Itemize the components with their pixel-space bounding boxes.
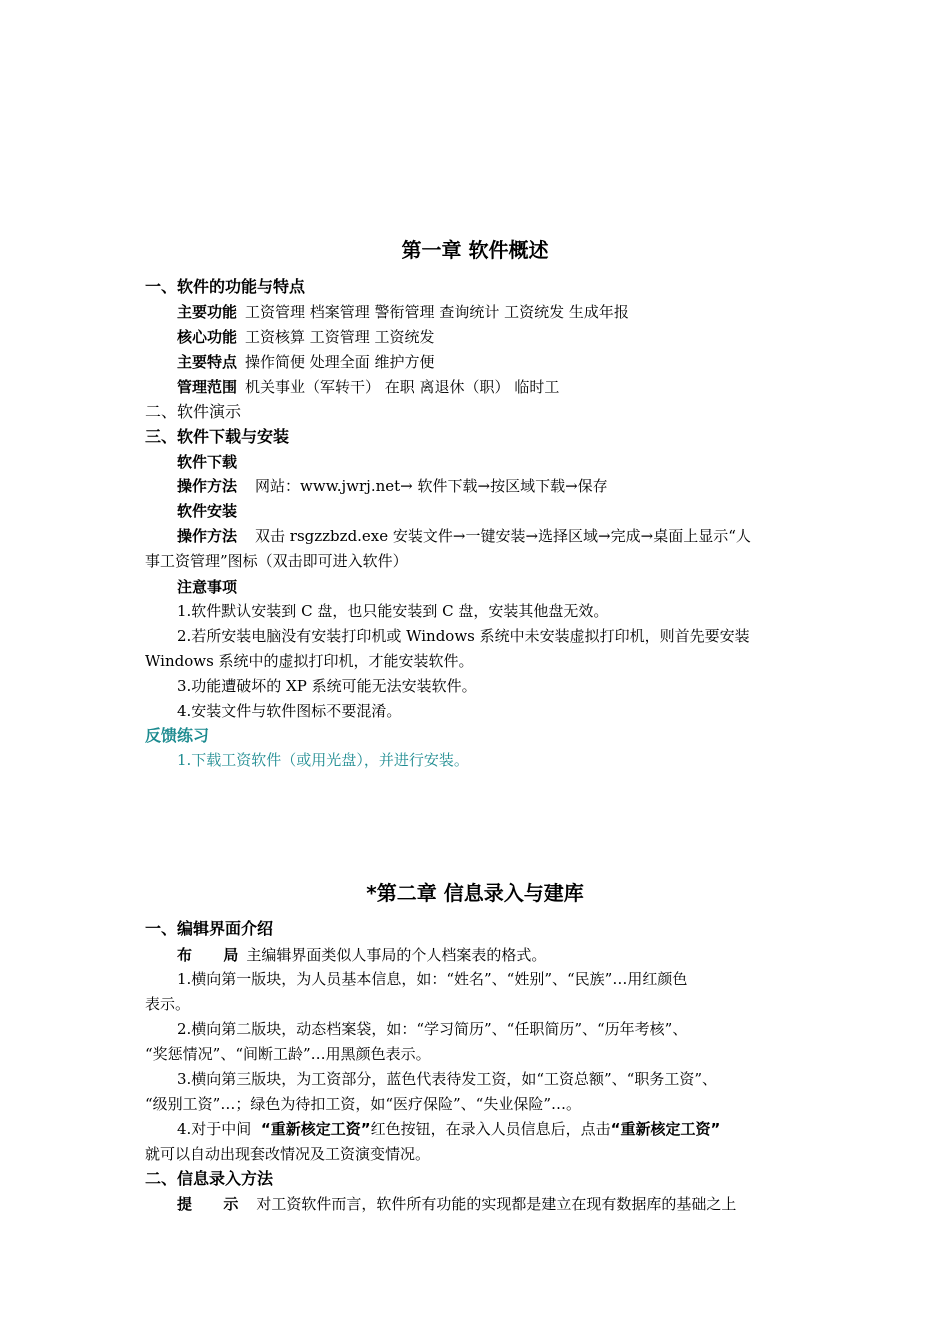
feature-row: [177, 376, 559, 398]
layout-text: 主编辑界面类似人事局的个人档案表的格式。: [246, 946, 547, 964]
recalc-salary-button-ref: “重新核定工资”: [610, 1120, 721, 1138]
method-label: 操作方法: [177, 477, 238, 495]
paragraph-cont: 就可以自动出现套改情况及工资演变情况。: [145, 1145, 431, 1163]
paragraph: 1.横向第一版块，为人员基本信息，如：“姓名”、“姓别”、“民族”…用红颜色: [177, 970, 688, 988]
section-functions-heading: 一、软件的功能与特点: [145, 277, 306, 296]
paragraph-text: 红色按钮，在录入人员信息后，点击: [370, 1120, 611, 1138]
notes-label: 注意事项: [177, 578, 238, 596]
paragraph-text: 4.对于中间: [177, 1120, 261, 1138]
download-method-row: [177, 475, 608, 497]
note-item: 2.若所安装电脑没有安装打印机或 Windows 系统中未安装虚拟打印机，则首先要安装: [177, 627, 750, 645]
feedback-item: 1.下载工资软件（或用光盘），并进行安装。: [177, 751, 469, 769]
note-item: 3.功能遭破坏的 XP 系统可能无法安装软件。: [177, 677, 477, 695]
chapter2-title: *第二章 信息录入与建库: [366, 881, 584, 905]
download-label: 软件下载: [177, 453, 238, 471]
section-install-heading: 三、软件下载与安装: [145, 427, 290, 446]
paragraph-cont: 表示。: [145, 995, 191, 1013]
layout-label: 布 局: [177, 946, 239, 964]
feature-label: 管理范围: [177, 378, 238, 396]
paragraph: 3.横向第三版块，为工资部分，蓝色代表待发工资，如“工资总额”、“职务工资”、: [177, 1070, 717, 1088]
feedback-heading: 反馈练习: [145, 726, 210, 745]
paragraph: [177, 1118, 720, 1140]
recalc-salary-button-ref: “重新核定工资”: [260, 1120, 371, 1138]
section-editor-heading: 一、编辑界面介绍: [145, 919, 274, 938]
section-entry-heading: 二、信息录入方法: [145, 1169, 274, 1188]
feature-row: [177, 301, 629, 323]
note-item: 1.软件默认安装到 C 盘，也只能安装到 C 盘，安装其他盘无效。: [177, 602, 609, 620]
feature-text: 工资管理 档案管理 警衔管理 查询统计 工资统发 生成年报: [245, 303, 629, 321]
install-method-text-cont: 事工资管理”图标（双击即可进入软件）: [145, 552, 408, 570]
note-item: 4.安装文件与软件图标不要混淆。: [177, 702, 402, 720]
tip-text: 对工资软件而言，软件所有功能的实现都是建立在现有数据库的基础之上: [256, 1195, 737, 1213]
paragraph: 2.横向第二版块，动态档案袋，如：“学习简历”、“任职简历”、“历年考核”、: [177, 1020, 688, 1038]
paragraph-cont: “级别工资”…；绿色为待扣工资，如“医疗保险”、“失业保险”…。: [145, 1095, 582, 1113]
feature-text: 操作简便 处理全面 维护方便: [245, 353, 435, 371]
install-label: 软件安装: [177, 502, 238, 520]
install-method-text: 双击 rsgzzbzd.exe 安装文件→一键安装→选择区域→完成→桌面上显示“人: [255, 527, 751, 545]
chapter1-title: 第一章 软件概述: [401, 238, 549, 262]
download-method-text: 网站：www.jwrj.net→ 软件下载→按区域下载→保存: [255, 477, 608, 495]
tip-row: [177, 1193, 736, 1215]
layout-row: [177, 944, 546, 966]
feature-row: [177, 351, 435, 373]
feature-text: 机关事业（军转干） 在职 离退休（职） 临时工: [245, 378, 560, 396]
tip-label: 提 示: [177, 1195, 239, 1213]
feature-text: 工资核算 工资管理 工资统发: [245, 328, 435, 346]
paragraph-cont: “奖惩情况”、“间断工龄”…用黑颜色表示。: [145, 1045, 431, 1063]
install-method-row: [177, 525, 751, 547]
section-demo-heading: 二、软件演示: [145, 402, 242, 421]
feature-label: 主要特点: [177, 353, 238, 371]
note-item-cont: Windows 系统中的虚拟打印机，才能安装软件。: [145, 652, 474, 670]
feature-row: [177, 326, 435, 348]
method-label: 操作方法: [177, 527, 238, 545]
feature-label: 主要功能: [177, 303, 238, 321]
feature-label: 核心功能: [177, 328, 238, 346]
